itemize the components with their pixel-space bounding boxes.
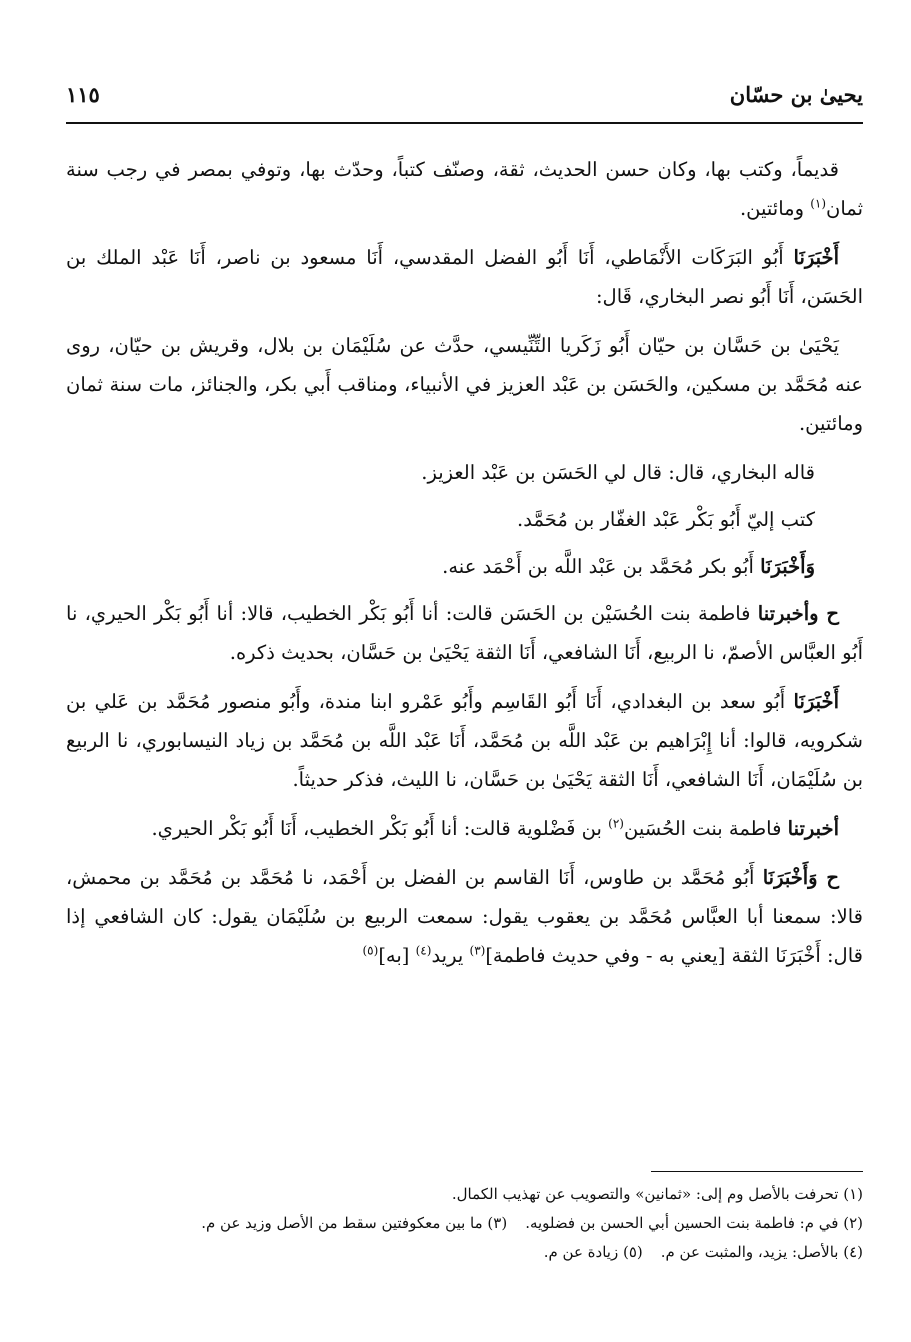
footnote-marker: (٥) — [362, 943, 379, 958]
paragraph-text: قديماً، وكتب بها، وكان حسن الحديث، ثقة، وصنّف كتباً، وحدّث بها، وتوفي بمصر في رجب سنة ثمان — [66, 158, 863, 220]
paragraph-text: [به] — [378, 944, 416, 967]
paragraph — [66, 150, 863, 228]
paragraph — [66, 238, 863, 316]
paragraph — [66, 682, 863, 799]
paragraph-text: ومائتين. — [739, 197, 811, 220]
paragraph — [66, 858, 863, 975]
paragraph-text: يريد — [431, 944, 470, 967]
main-text — [66, 150, 863, 985]
paragraph-text: فاطمة بنت الحُسَين — [623, 817, 788, 840]
isnad-keyword: أَخْبَرَنَا — [793, 690, 839, 713]
page-header — [66, 82, 863, 116]
paragraph — [66, 500, 815, 539]
footnote: (٢) في م: فاطمة بنت الحسين أبي الحسن بن فضلويه. — [525, 1214, 863, 1232]
footnote-marker: (٤) — [415, 943, 432, 958]
paragraph-text: أَبُو مُحَمَّد بن طاوس، أَنَا القاسم بن الفضل بن أَحْمَد، نا مُحَمَّد بن مُحَمَّد بن محمش، قالا: سمعنا أبا العبَّاس مُحَمَّد بن يعقوب يقول: سمعت الربيع بن سُلَيْمَان يقول: كان الشافعي إذا قال: أَخْبَرَنَا الثقة [يعني به - وفي حديث فاطمة] — [66, 866, 863, 967]
footnote-line — [66, 1209, 863, 1238]
footnote-rule — [651, 1171, 863, 1172]
paragraph — [66, 594, 863, 672]
isnad-keyword: ح وأخبرتنا — [757, 602, 839, 625]
paragraph-text: يَحْيَىٰ بن حَسَّان بن حيّان أَبُو زَكَريا التِّنِّيسي، حدَّث عن سُلَيْمَان بن بلال، وقريش بن حيّان، روى عنه مُحَمَّد بن مسكين، والحَسَن بن عَبْد العزيز في الأنبياء، ومناقب أَبي بكر، والجنائز، مات سنة ثمان ومائتين. — [66, 334, 863, 435]
paragraph — [66, 547, 815, 586]
paragraph-text: فاطمة بنت الحُسَيْن بن الحَسَن قالت: أنا أَبُو بَكْر الخطيب، قالا: أنا أَبُو بَكْر الحيري، نا أَبُو العبَّاس الأصمّ، نا الربيع، أَنَا الشافعي، أَنَا الثقة يَحْيَىٰ بن حَسَّان، بحديث ذكره. — [66, 602, 863, 664]
footnote-marker: (١) — [810, 196, 827, 211]
footnote: (٤) بالأصل: يزيد، والمثبت عن م. — [660, 1243, 863, 1261]
footnote: (٣) ما بين معكوفتين سقط من الأصل وزيد عن م. — [201, 1214, 508, 1232]
isnad-keyword: أخبرتنا — [787, 817, 839, 840]
footnote-marker: (٢) — [608, 816, 624, 831]
paragraph-text: بن فَضْلوية قالت: أنا أَبُو بَكْر الخطيب، أَنَا أَبُو بَكْر الحيري. — [151, 817, 609, 840]
header-rule — [66, 122, 863, 124]
footnote: (١) تحرفت بالأصل وم إلى: «ثمانين» والتصويب عن تهذيب الكمال. — [451, 1185, 863, 1203]
book-page — [66, 0, 863, 1342]
paragraph-text: أَبُو البَرَكَات الأَنْمَاطي، أَنَا أَبُو الفضل المقدسي، أَنَا مسعود بن ناصر، أَنَا عَبْد الملك بن الحَسَن، أَنَا أَبُو نصر البخاري، قَال: — [66, 246, 863, 308]
footnote: (٥) زيادة عن م. — [543, 1243, 643, 1261]
isnad-keyword: أَخْبَرَنَا — [793, 246, 839, 269]
paragraph-text: قاله البخاري، قال: قال لي الحَسَن بن عَبْد العزيز. — [421, 461, 815, 484]
footnote-marker: (٣) — [469, 943, 486, 958]
paragraph-text: أَبُو سعد بن البغدادي، أَنَا أَبُو القَاسِم وأَبُو عَمْرو ابنا مندة، وأَبُو منصور مُحَمَّد بن عَلي بن شكرويه، قالوا: أنا إِبْرَاهيم بن عَبْد اللَّه بن مُحَمَّد، أَنَا عَبْد اللَّه بن مُحَمَّد بن زياد النيسابوري، نا الربيع بن سُلَيْمَان، أَنَا الشافعي، أَنَا الثقة يَحْيَىٰ بن حَسَّان، نا الليث، فذكر حديثاً. — [66, 690, 863, 791]
isnad-keyword: وَأَخْبَرَنَا — [760, 555, 815, 578]
isnad-keyword: ح وَأَخْبَرَنَا — [762, 866, 840, 889]
footnote-line — [66, 1238, 863, 1267]
paragraph — [66, 809, 863, 848]
footnotes — [66, 1180, 863, 1267]
paragraph-text: أَبُو بكر مُحَمَّد بن عَبْد اللَّه بن أَحْمَد عنه. — [442, 555, 761, 578]
paragraph-text: كتب إليّ أَبُو بَكْر عَبْد الغفّار بن مُحَمَّد. — [517, 508, 815, 531]
page-number: ١١٥ — [66, 82, 100, 107]
paragraph — [66, 453, 815, 492]
paragraph — [66, 326, 863, 443]
footnote-line — [66, 1180, 863, 1209]
running-title: يحيىٰ بن حسّان — [729, 82, 863, 107]
